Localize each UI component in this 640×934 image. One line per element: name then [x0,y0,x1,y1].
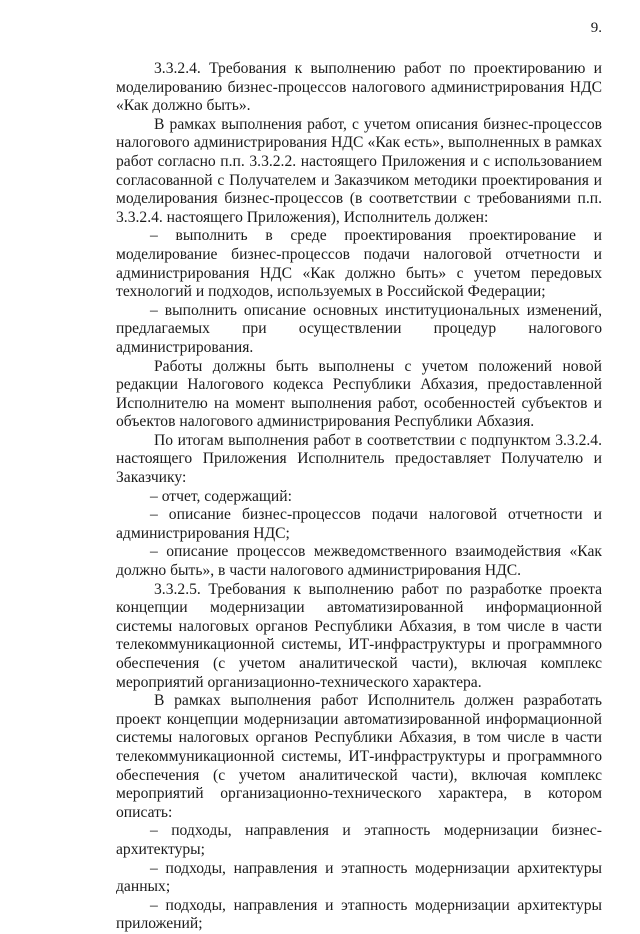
list-item: – описание бизнес-процессов подачи налоговой отчетности и администрирования НДС; [116,506,602,542]
paragraph: В рамках выполнения работ, с учетом описания бизнес-процессов налогового администрирования НДС «Как есть», выполненных в рамках работ согласно п.п. 3.3.2.2. настоящего Приложения и с использованием согласованной с Получателем и Заказчиком методики проектирования и моделирования бизнес-процессов (в соответствии с требованиями п.п. 3.3.2.4. настоящего Приложения), Исполнитель должен: [116,115,602,226]
paragraph: По итогам выполнения работ в соответствии с подпунктом 3.3.2.4. настоящего Приложения Исполнитель предоставляет Получателю и Заказчику: [116,431,602,487]
page-number: 9. [590,20,602,36]
list-item: – отчет, содержащий: [150,487,292,505]
list-item: – подходы, направления и этапность модернизации бизнес-архитектуры; [116,822,602,858]
list-item: – выполнить описание основных институциональных изменений, предлагаемых при осуществлении процедур налогового администрирования. [116,301,602,356]
document-body [116,60,602,934]
paragraph: Работы должны быть выполнены с учетом положений новой редакции Налогового кодекса Республики Абхазия, предоставленной Исполнителю на момент выполнения работ, особенностей субъектов и объектов налогового администрирования Республики Абхазия. [116,357,602,431]
list-item: – подходы, направления и этапность модернизации архитектуры приложений; [116,896,602,933]
section-heading-3-3-2-4: 3.3.2.4. Требования к выполнению работ по проектированию и моделированию бизнес-процессов налогового администрирования НДС «Как должно быть». [116,60,602,115]
paragraph: В рамках выполнения работ Исполнитель должен разработать проект концепции модернизации автоматизированной информационной системы налоговых органов Республики Абхазия, в том числе в части телекоммуникационной системы, ИТ-инфраструктуры и программного обеспечения (с учетом аналитической части), включая комплекс мероприятий организационно-технического характера, в котором описать: [116,692,602,821]
list-item: – описание процессов межведомственного взаимодействия «Как должно быть», в части налогового администрирования НДС. [116,543,602,580]
section-heading-3-3-2-5: 3.3.2.5. Требования к выполнению работ по разработке проекта концепции модернизации автоматизированной информационной системы налоговых органов Республики Абхазия, в том числе в части телекоммуникационной системы, ИТ-инфраструктуры и программного обеспечения (с учетом аналитической части), включая комплекс мероприятий организационно-технического характера. [116,580,602,691]
list-item: – подходы, направления и этапность модернизации архитектуры данных; [116,859,602,896]
list-item: – выполнить в среде проектирования проектирование и моделирование бизнес-процессов подачи налоговой отчетности и администрирования НДС «Как должно быть» с учетом передовых технологий и подходов, используемых в Российской Федерации; [116,227,602,301]
